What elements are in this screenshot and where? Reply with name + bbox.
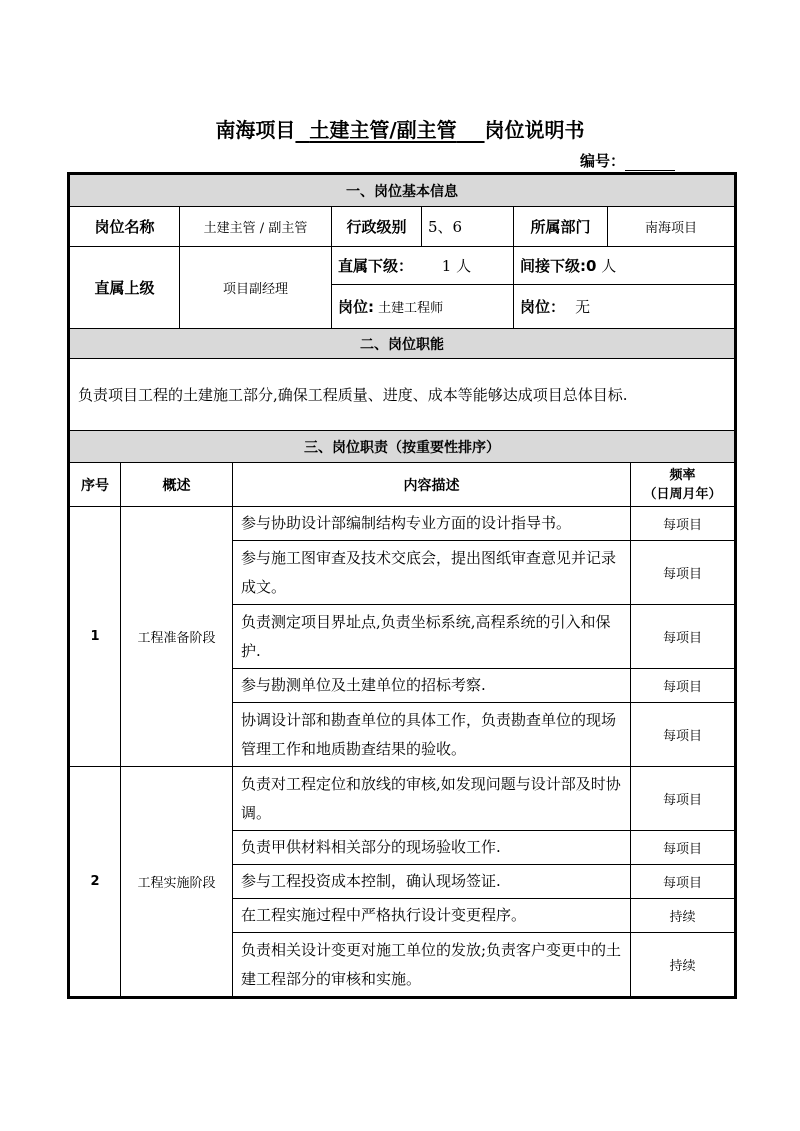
subordinate-post-2: [514, 285, 735, 329]
header-summary: 概述: [121, 463, 233, 507]
document-title: [0, 114, 800, 143]
indirect-sub-unit: 人: [601, 257, 617, 275]
header-freq-label: 频率: [669, 467, 696, 483]
indirect-subordinate: [514, 247, 735, 285]
post-name-label: 岗位名称: [70, 207, 180, 247]
duty-frequency: 每项目: [631, 831, 735, 865]
duty-frequency: 每项目: [631, 669, 735, 703]
section-duties: 三、岗位职责（按重要性排序）: [70, 431, 735, 463]
table-row: [70, 767, 735, 831]
serial-blank: [625, 156, 675, 171]
section-function: 二、岗位职能: [70, 329, 735, 359]
duty-text: 在工程实施过程中严格执行设计变更程序。: [233, 899, 631, 933]
direct-sub-value: 1 人: [441, 257, 472, 275]
duty-text: 负责相关设计变更对施工单位的发放;负责客户变更中的土建工程部分的审核和实施。: [233, 933, 631, 997]
title-prefix: 南海项目: [215, 118, 296, 142]
indirect-sub-label: 间接下级:0: [520, 257, 597, 275]
duty-text: 参与协助设计部编制结构专业方面的设计指导书。: [233, 507, 631, 541]
header-no: 序号: [70, 463, 121, 507]
duty-text: 负责甲供材料相关部分的现场验收工作.: [233, 831, 631, 865]
duty-frequency: 持续: [631, 899, 735, 933]
duty-frequency: 每项目: [631, 865, 735, 899]
subordinate-post-1: [332, 285, 514, 329]
group-number: 2: [70, 767, 121, 997]
function-text: 负责项目工程的土建施工部分,确保工程质量、进度、成本等能够达成项目总体目标.: [70, 359, 735, 431]
duty-text: 负责测定项目界址点,负责坐标系统,高程系统的引入和保护.: [233, 605, 631, 669]
duty-frequency: 持续: [631, 933, 735, 997]
duty-text: 协调设计部和勘查单位的具体工作，负责勘查单位的现场管理工作和地质勘查结果的验收。: [233, 703, 631, 767]
serial-number: [580, 150, 675, 171]
superior-label: 直属上级: [70, 247, 180, 329]
header-freq-sub: （日周月年）: [643, 486, 722, 502]
section-basic-info: 一、岗位基本信息: [70, 175, 735, 207]
dept-value: 南海项目: [608, 207, 735, 247]
title-suffix: 岗位说明书: [484, 118, 585, 142]
title-position: 土建主管/副主管: [309, 118, 457, 142]
group-number: 1: [70, 507, 121, 767]
group-stage: 工程准备阶段: [121, 507, 233, 767]
duty-frequency: 每项目: [631, 507, 735, 541]
duty-text: 负责对工程定位和放线的审核,如发现问题与设计部及时协调。: [233, 767, 631, 831]
direct-sub-label: 直属下级：: [338, 257, 414, 275]
duties-table: [69, 462, 735, 997]
duty-frequency: 每项目: [631, 605, 735, 669]
table-row: [70, 507, 735, 541]
serial-label: 编号：: [580, 152, 626, 170]
post2-value: 无: [575, 298, 591, 316]
basic-info-table: [69, 174, 735, 463]
post-name-value: 土建主管 / 副主管: [180, 207, 332, 247]
level-label: 行政级别: [332, 207, 422, 247]
post1-label: 岗位:: [338, 298, 374, 316]
header-frequency: [631, 463, 735, 507]
duty-text: 参与工程投资成本控制，确认现场签证.: [233, 865, 631, 899]
post2-label: 岗位：: [520, 298, 566, 316]
duty-text: 参与勘测单位及土建单位的招标考察.: [233, 669, 631, 703]
duty-frequency: 每项目: [631, 541, 735, 605]
duty-frequency: 每项目: [631, 767, 735, 831]
job-description-form: [67, 172, 737, 999]
superior-value: 项目副经理: [180, 247, 332, 329]
dept-label: 所属部门: [514, 207, 608, 247]
duty-frequency: 每项目: [631, 703, 735, 767]
direct-subordinate: [332, 247, 514, 285]
duty-text: 参与施工图审查及技术交底会，提出图纸审查意见并记录成文。: [233, 541, 631, 605]
level-value: 5、6: [422, 207, 514, 247]
header-content: 内容描述: [233, 463, 631, 507]
group-stage: 工程实施阶段: [121, 767, 233, 997]
post1-value: 土建工程师: [378, 301, 444, 316]
